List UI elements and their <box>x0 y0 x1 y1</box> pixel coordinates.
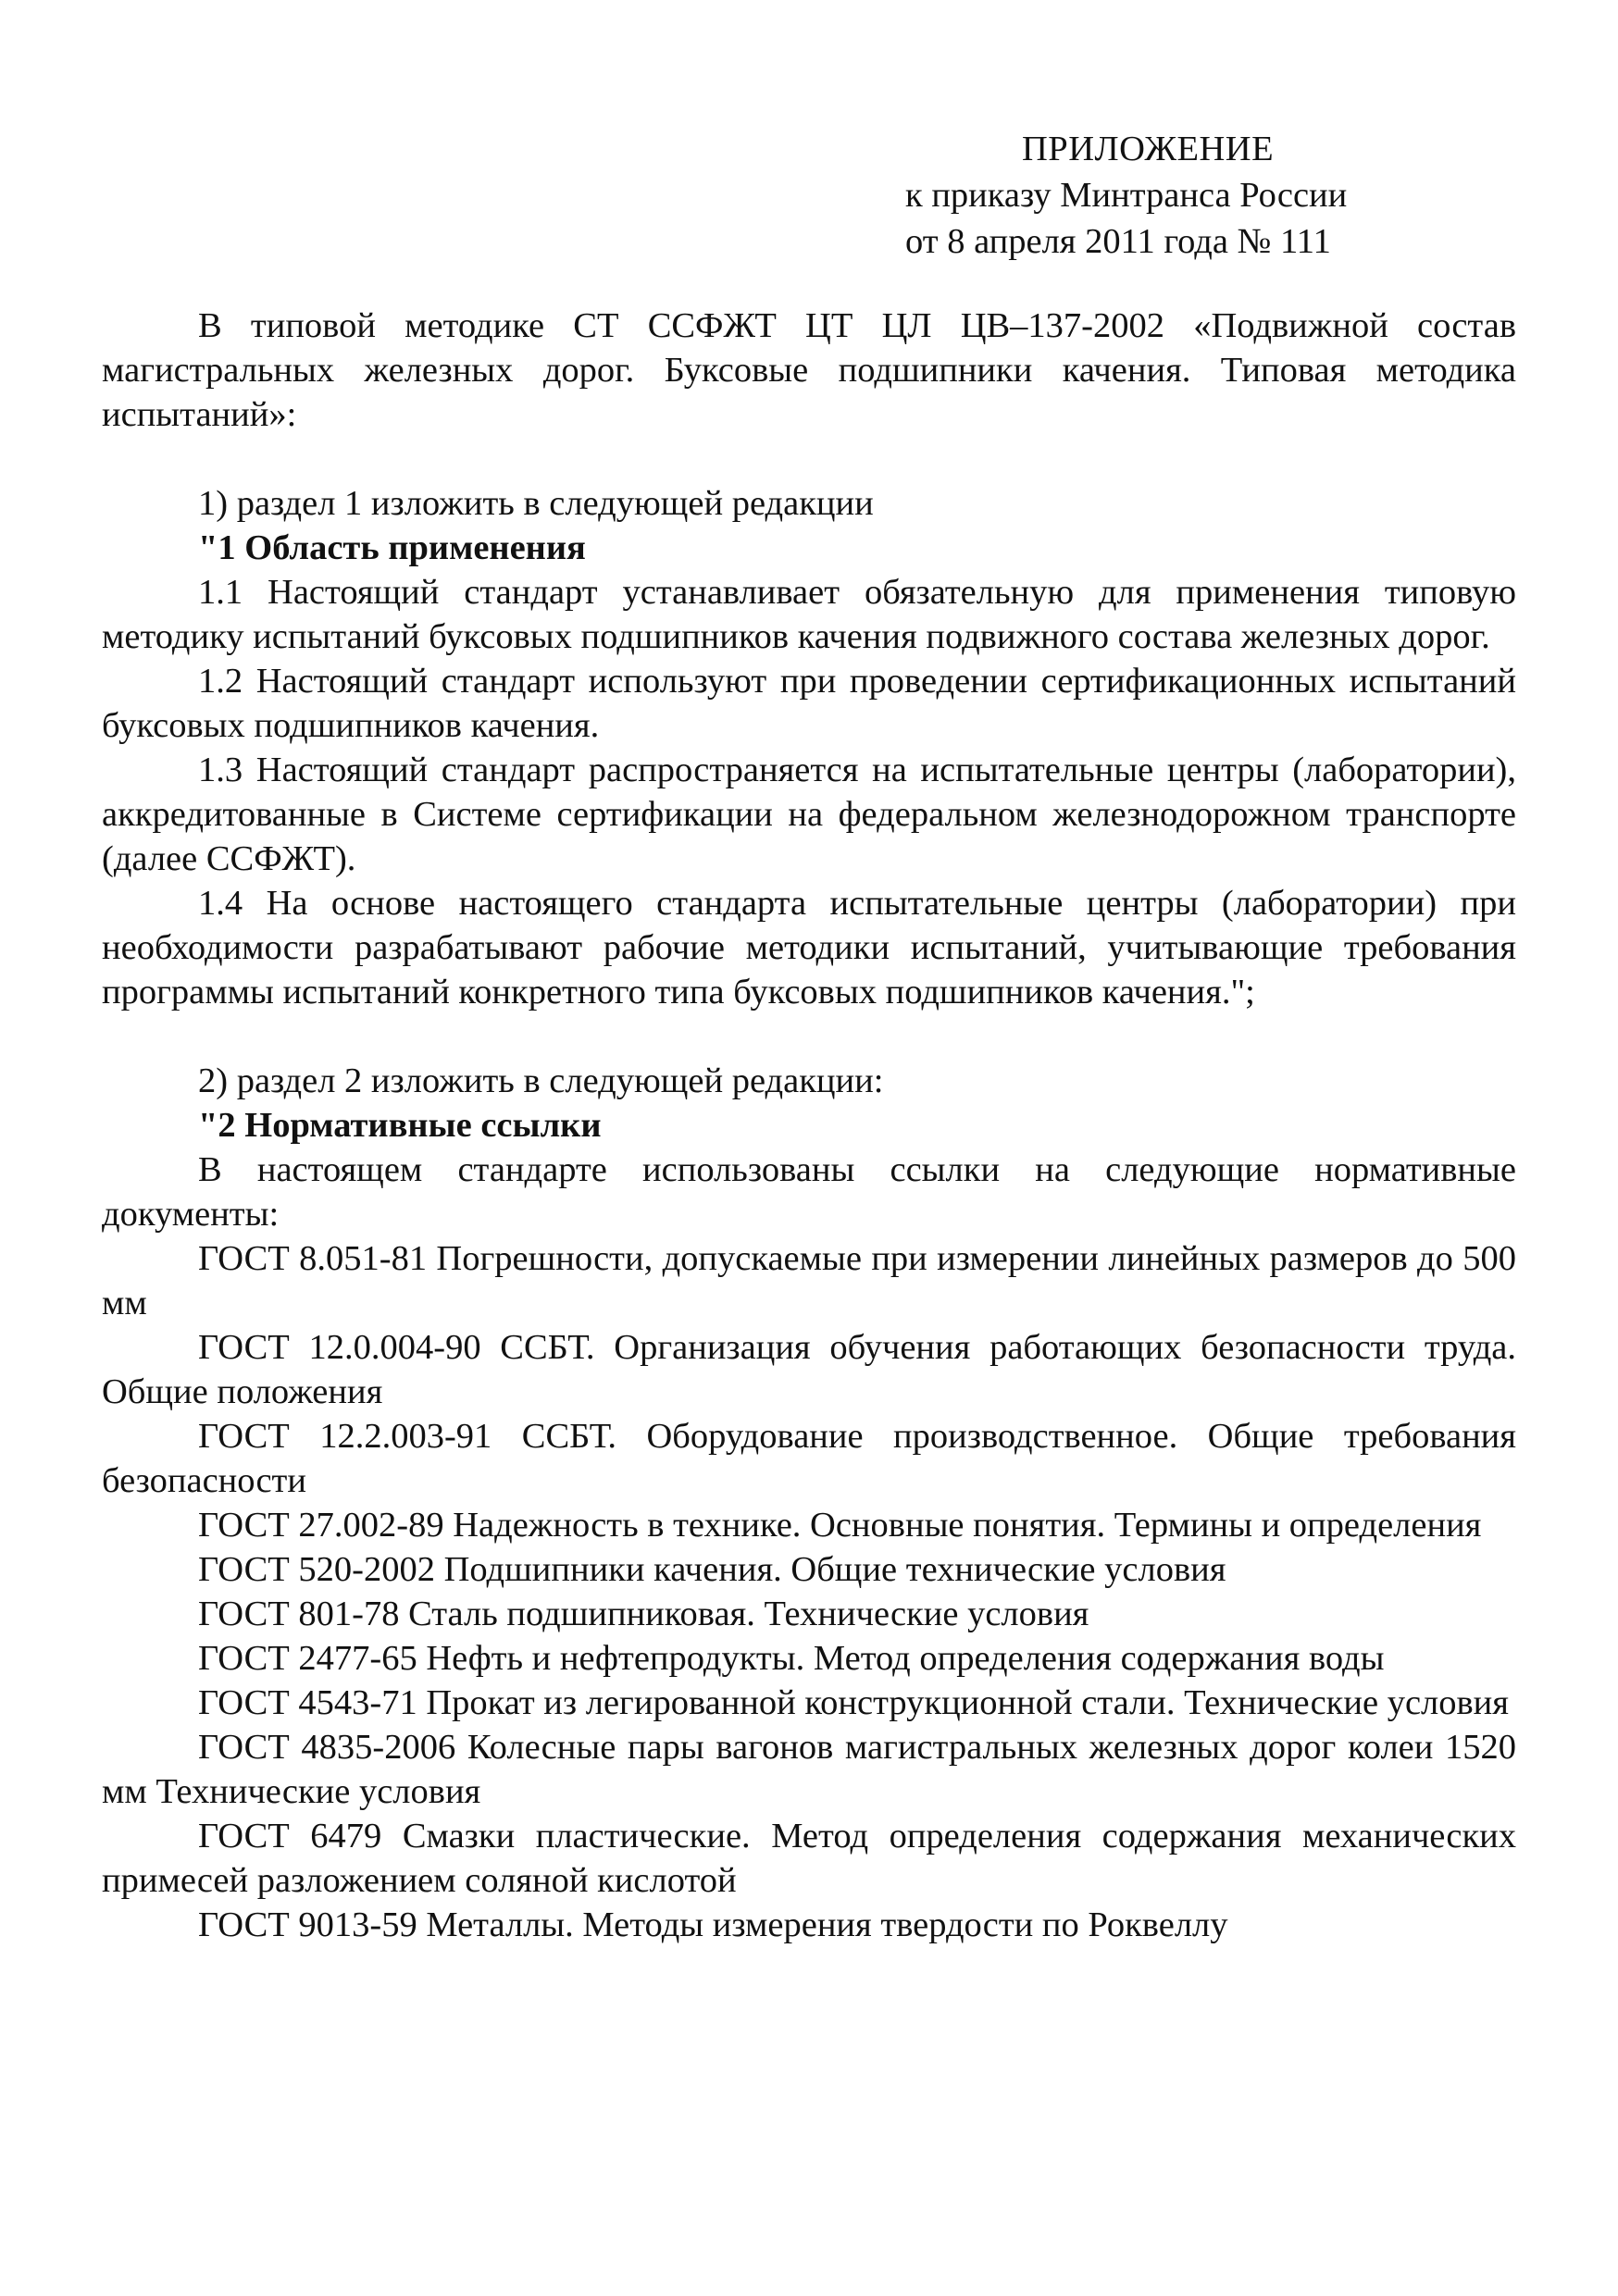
clause-1-1: 1.1 Настоящий стандарт устанавливает обязательную для применения типовую методику испытаний буксовых подшипников качения подвижного состава железных дорог. <box>102 573 1516 656</box>
reference-item: ГОСТ 4543-71 Прокат из легированной конструкционной стали. Технические условия <box>198 1683 1509 1722</box>
section2-instruction: 2) раздел 2 изложить в следующей редакции: <box>198 1061 884 1100</box>
reference-item: ГОСТ 12.0.004-90 ССБТ. Организация обучения работающих безопасности труда. Общие положения <box>102 1328 1516 1411</box>
reference-item: ГОСТ 4835-2006 Колесные пары вагонов магистральных железных дорог колеи 1520 мм Технические условия <box>102 1728 1516 1811</box>
spacer <box>102 437 1516 481</box>
reference-item: ГОСТ 12.2.003-91 ССБТ. Оборудование производственное. Общие требования безопасности <box>102 1417 1516 1500</box>
order-date: от 8 апреля 2011 года № 111 <box>905 222 1331 261</box>
section2-heading: "2 Нормативные ссылки <box>198 1106 602 1145</box>
section2-lead: В настоящем стандарте использованы ссылки на следующие нормативные документы: <box>102 1150 1516 1234</box>
section1-heading: "1 Область применения <box>198 528 586 567</box>
reference-item: ГОСТ 520-2002 Подшипники качения. Общие технические условия <box>198 1550 1226 1589</box>
section1-instruction: 1) раздел 1 изложить в следующей редакции <box>198 484 874 523</box>
clause-1-3: 1.3 Настоящий стандарт распространяется на испытательные центры (лаборатории), аккредитованные в Системе сертификации на федеральном железнодорожном транспорте (далее ССФЖТ). <box>102 751 1516 878</box>
appendix-header <box>905 126 1479 265</box>
reference-item: ГОСТ 801-78 Сталь подшипниковая. Технические условия <box>198 1595 1089 1633</box>
reference-item: ГОСТ 27.002-89 Надежность в технике. Основные понятия. Термины и определения <box>198 1506 1482 1545</box>
order-reference: к приказу Минтранса России <box>905 176 1348 215</box>
appendix-title: ПРИЛОЖЕНИЕ <box>1022 130 1275 168</box>
reference-item: ГОСТ 8.051-81 Погрешности, допускаемые при измерении линейных размеров до 500 мм <box>102 1239 1516 1322</box>
reference-item: ГОСТ 6479 Смазки пластические. Метод определения содержания механических примесей разложением соляной кислотой <box>102 1817 1516 1900</box>
intro-paragraph: В типовой методике СТ ССФЖТ ЦТ ЦЛ ЦВ–137-2002 «Подвижной состав магистральных железных дорог. Буксовые подшипники качения. Типовая методика испытаний»: <box>102 306 1516 434</box>
reference-item: ГОСТ 9013-59 Металлы. Методы измерения твердости по Роквеллу <box>198 1905 1228 1944</box>
reference-item: ГОСТ 2477-65 Нефть и нефтепродукты. Метод определения содержания воды <box>198 1639 1385 1678</box>
spacer <box>102 1014 1516 1059</box>
document-body <box>102 304 1516 1947</box>
clause-1-4: 1.4 На основе настоящего стандарта испытательные центры (лаборатории) при необходимости разрабатывают рабочие методики испытаний, учитывающие требования программы испытаний конкретного типа буксовых подшипников качения."; <box>102 884 1516 1011</box>
clause-1-2: 1.2 Настоящий стандарт используют при проведении сертификационных испытаний буксовых подшипников качения. <box>102 662 1516 745</box>
